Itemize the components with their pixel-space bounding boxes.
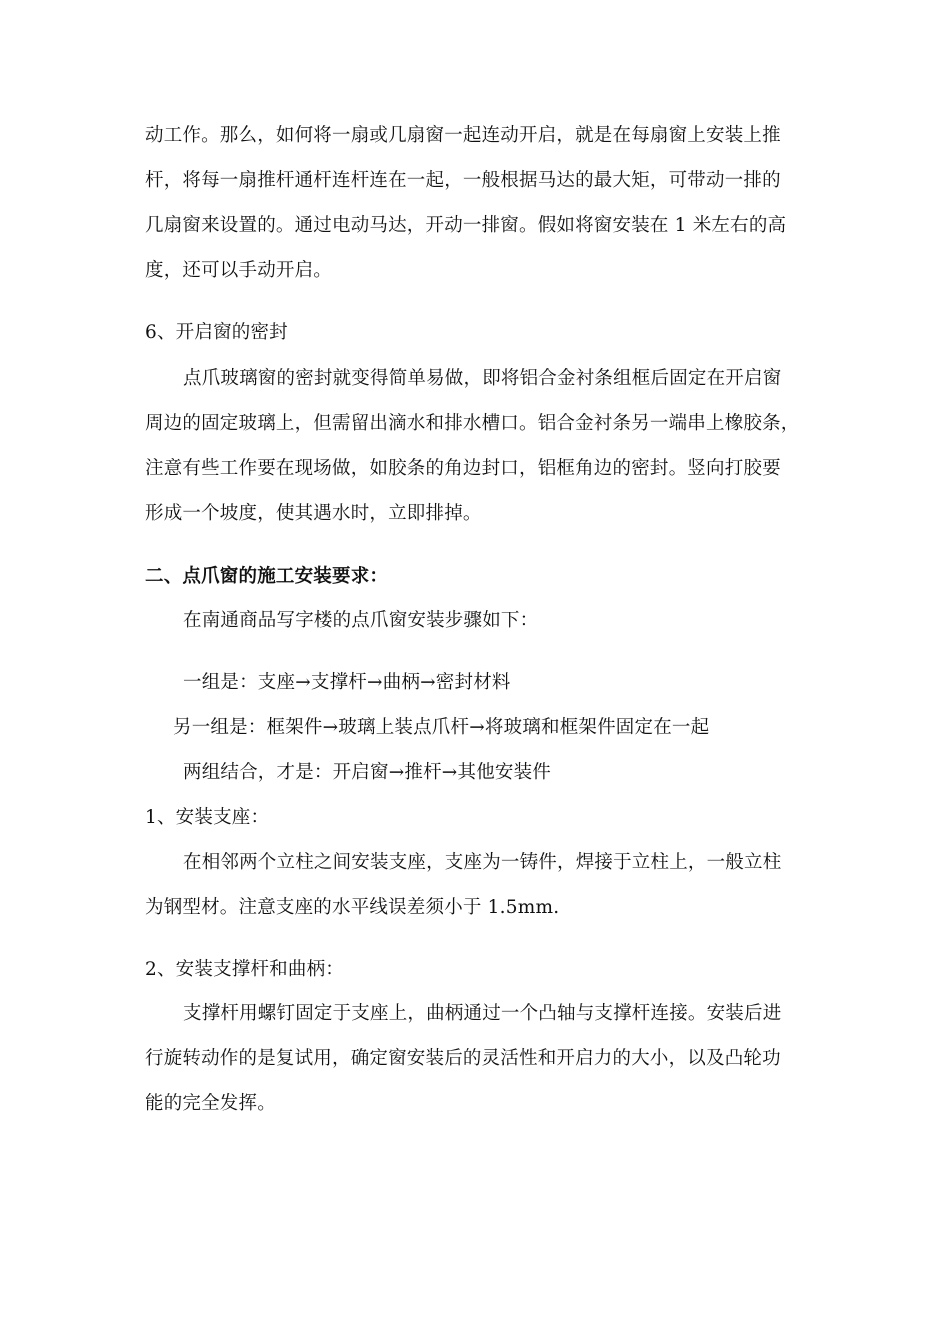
paragraph-line: 为钢型材。注意支座的水平线误差须小于 1.5mm. bbox=[145, 897, 560, 918]
paragraph-line: 在相邻两个立柱之间安装支座，支座为一铸件，焊接于立柱上，一般立柱 bbox=[183, 852, 782, 873]
paragraph-line: 度，还可以手动开启。 bbox=[145, 260, 333, 281]
step-group-combined: 两组结合，才是：开启窗→推杆→其他安装件 bbox=[183, 762, 552, 783]
paragraph-line: 支撑杆用螺钉固定于支座上，曲柄通过一个凸轴与支撑杆连接。安装后进 bbox=[183, 1003, 782, 1024]
paragraph-line: 行旋转动作的是复试用，确定窗安装后的灵活性和开启力的大小，以及凸轮功 bbox=[145, 1048, 781, 1069]
paragraph-line: 在南通商品写字楼的点爪窗安装步骤如下： bbox=[183, 610, 539, 631]
paragraph-line: 能的完全发挥。 bbox=[145, 1093, 276, 1114]
paragraph-line: 注意有些工作要在现场做，如胶条的角边封口，铝框角边的密封。竖向打胶要 bbox=[145, 458, 781, 479]
chapter-heading: 二、点爪窗的施工安装要求： bbox=[145, 566, 389, 587]
paragraph-line: 动工作。那么，如何将一扇或几扇窗一起连动开启，就是在每扇窗上安装上推 bbox=[145, 125, 781, 146]
section-heading: 2、安装支撑杆和曲柄： bbox=[145, 959, 344, 980]
paragraph-line: 形成一个坡度，使其遇水时，立即排掉。 bbox=[145, 503, 482, 524]
section-heading: 6、开启窗的密封 bbox=[145, 322, 288, 343]
paragraph-line: 点爪玻璃窗的密封就变得简单易做，即将铝合金衬条组框后固定在开启窗 bbox=[183, 368, 782, 389]
section-heading: 1、安装支座： bbox=[145, 807, 270, 828]
step-group-1: 一组是：支座→支撑杆→曲柄→密封材料 bbox=[183, 672, 511, 693]
paragraph-line: 杆，将每一扇推杆通杆连杆连在一起，一般根据马达的最大矩，可带动一排的 bbox=[145, 170, 781, 191]
paragraph-line: 几扇窗来设置的。通过电动马达，开动一排窗。假如将窗安装在 1 米左右的高 bbox=[145, 215, 787, 236]
paragraph-line: 周边的固定玻璃上，但需留出滴水和排水槽口。铝合金衬条另一端串上橡胶条， bbox=[145, 413, 800, 434]
step-group-2: 另一组是：框架件→玻璃上装点爪杆→将玻璃和框架件固定在一起 bbox=[173, 717, 710, 738]
